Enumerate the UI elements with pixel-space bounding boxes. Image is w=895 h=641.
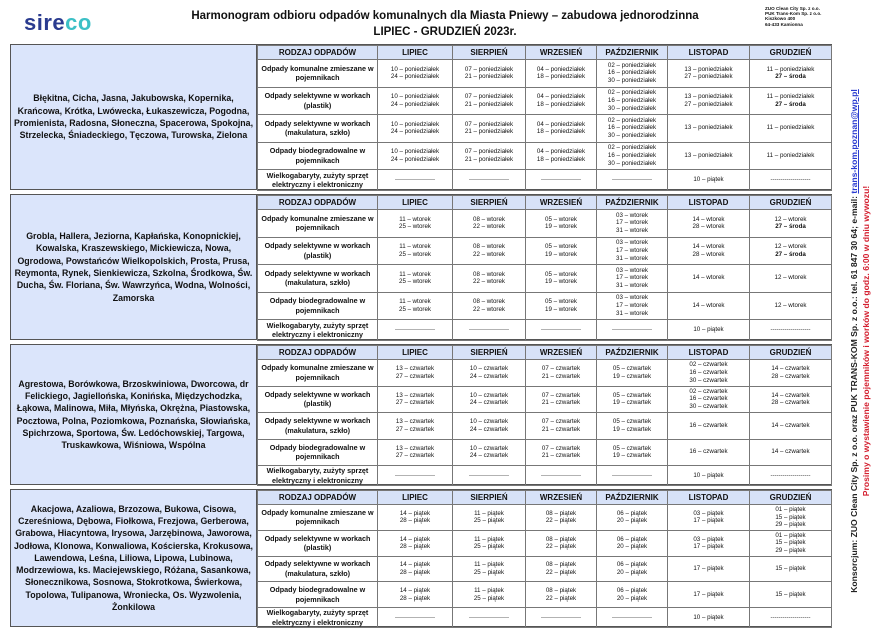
pickup-dates-cell: 08 – piątek 22 – piątek (526, 530, 597, 556)
column-header: LISTOPAD (668, 196, 750, 210)
bulky-pickup-date: 10 – piątek (668, 466, 750, 486)
pickup-dates-cell: 14 – wtorek (668, 292, 750, 320)
column-header: PAŹDZIERNIK (597, 346, 668, 360)
table-row (258, 556, 832, 582)
column-header: GRUDZIEŃ (750, 491, 832, 505)
sireco-logo (24, 10, 92, 36)
table-header-row (258, 196, 832, 210)
logo-text-part2: co (65, 10, 92, 35)
pickup-dates-cell: 11 – poniedziałek 27 – środa (750, 60, 832, 88)
pickup-dates-cell: 07 – poniedziałek 21 – poniedziałek (453, 142, 526, 170)
no-pickup-placeholder: -------------------- (526, 320, 597, 341)
waste-type-label: Odpady selektywne w workach (makulatura, szkło) (258, 115, 378, 143)
column-header: RODZAJ ODPADÓW (258, 491, 378, 505)
no-pickup-placeholder: -------------------- (378, 170, 453, 191)
pickup-dates-cell: 14 – czwartek 28 – czwartek (750, 360, 832, 387)
pickup-dates-cell: 15 – piątek (750, 556, 832, 582)
column-header: LISTOPAD (668, 346, 750, 360)
pickup-dates-cell: 11 – wtorek 25 – wtorek (378, 237, 453, 265)
title-line1: Harmonogram odbioru odpadów komunalnych dla Miasta Pniewy – zabudowa jednorodzinna (191, 10, 699, 22)
pickup-dates-cell: 03 – wtorek 17 – wtorek 31 – wtorek (597, 210, 668, 238)
pickup-dates-cell: 02 – czwartek 16 – czwartek 30 – czwartek (668, 386, 750, 413)
pickup-dates-cell: 12 – wtorek 27 – środa (750, 210, 832, 238)
table-row (258, 60, 832, 88)
no-pickup-placeholder: -------------------- (378, 466, 453, 486)
table-header-row (258, 46, 832, 60)
column-header: SIERPIEŃ (453, 346, 526, 360)
table-row (258, 237, 832, 265)
pickup-dates-cell: 11 – piątek 25 – piątek (453, 556, 526, 582)
pickup-dates-cell: 17 – piątek (668, 582, 750, 608)
table-header-row (258, 346, 832, 360)
pickup-dates-cell: 14 – czwartek 28 – czwartek (750, 386, 832, 413)
waste-type-label: Odpady komunalne zmieszane w pojemnikach (258, 505, 378, 531)
pickup-dates-cell: 06 – piątek 20 – piątek (597, 505, 668, 531)
pickup-dates-cell: 05 – czwartek 19 – czwartek (597, 360, 668, 387)
schedule-table (257, 45, 832, 191)
pickup-dates-cell: 14 – wtorek 28 – wtorek (668, 210, 750, 238)
pickup-dates-cell: 08 – piątek 22 – piątek (526, 556, 597, 582)
no-pickup-placeholder: -------------------- (750, 608, 832, 628)
column-header: SIERPIEŃ (453, 196, 526, 210)
column-header: LIPIEC (378, 491, 453, 505)
table-row (258, 210, 832, 238)
pickup-dates-cell: 05 – wtorek 19 – wtorek (526, 237, 597, 265)
no-pickup-placeholder: -------------------- (597, 466, 668, 486)
table-row (258, 386, 832, 413)
table-row (258, 142, 832, 170)
table-row (258, 265, 832, 293)
street-list: Akacjowa, Azaliowa, Brzozowa, Bukowa, Cisowa, Czereśniowa, Dębowa, Fiołkowa, Frezjowa, Gerberowa, Grabowa, Hiacyntowa, Irysowa, Jarzębinowa, Jaworowa, Jodłowa, Klonowa, Konwaliowa, Kościerska, Krokusowa, Lawendowa, Leśna, Liliowa, Lipowa, Lubinowa, Modrzewiowa, ks. Maciejewskiego, Różana, Sasankowa, Słonecznikowa, Sosnowa, Stokrotkowa, Świerkowa, Topolowa, Tulipanowa, Wroniecka, Os. Wyzwolenia, Żonkilowa (11, 490, 257, 626)
column-header: RODZAJ ODPADÓW (258, 346, 378, 360)
column-header: PAŹDZIERNIK (597, 46, 668, 60)
pickup-dates-cell: 14 – czwartek (750, 439, 832, 466)
waste-type-label: Wielkogabaryty, zużyty sprzęt elektryczny i elektroniczny (258, 320, 378, 341)
pickup-dates-cell: 01 – piątek 15 – piątek 29 – piątek (750, 530, 832, 556)
column-header: LIPIEC (378, 196, 453, 210)
pickup-dates-cell: 06 – piątek 20 – piątek (597, 530, 668, 556)
pickup-dates-cell: 14 – piątek 28 – piątek (378, 530, 453, 556)
company-stamp (765, 6, 825, 27)
schedule-block (10, 194, 832, 340)
column-header: WRZESIEŃ (526, 46, 597, 60)
no-pickup-placeholder: -------------------- (526, 466, 597, 486)
pickup-dates-cell: 10 – czwartek 24 – czwartek (453, 439, 526, 466)
table-header-row (258, 491, 832, 505)
no-pickup-placeholder: -------------------- (597, 170, 668, 191)
no-pickup-placeholder: -------------------- (453, 608, 526, 628)
schedule-block (10, 489, 832, 627)
pickup-dates-cell: 13 – poniedziałek 27 – poniedziałek (668, 60, 750, 88)
table-row (258, 87, 832, 115)
contact-text: Konsorcjum: ZUO Clean City Sp. z o.o. oraz PUK TRANS-KOM Sp. z o.o.: tel. 61 847 30 64; e-mail: (849, 193, 859, 593)
table-row-bulky (258, 608, 832, 628)
column-header: GRUDZIEŃ (750, 346, 832, 360)
pickup-dates-cell: 16 – czwartek (668, 439, 750, 466)
pickup-dates-cell: 13 – czwartek 27 – czwartek (378, 439, 453, 466)
pickup-dates-cell: 07 – czwartek 21 – czwartek (526, 413, 597, 440)
table-row (258, 292, 832, 320)
schedule-block (10, 344, 832, 485)
pickup-dates-cell: 08 – wtorek 22 – wtorek (453, 265, 526, 293)
waste-type-label: Odpady komunalne zmieszane w pojemnikach (258, 360, 378, 387)
pickup-dates-cell: 07 – poniedziałek 21 – poniedziałek (453, 87, 526, 115)
pickup-dates-cell: 05 – czwartek 19 – czwartek (597, 439, 668, 466)
table-row-bulky (258, 170, 832, 191)
bulky-pickup-date: 10 – piątek (668, 608, 750, 628)
waste-type-label: Odpady komunalne zmieszane w pojemnikach (258, 210, 378, 238)
pickup-dates-cell: 02 – poniedziałek 16 – poniedziałek 30 – poniedziałek (597, 142, 668, 170)
pickup-dates-cell: 04 – poniedziałek 18 – poniedziałek (526, 60, 597, 88)
no-pickup-placeholder: -------------------- (453, 320, 526, 341)
pickup-dates-cell: 12 – wtorek 27 – środa (750, 237, 832, 265)
pickup-dates-cell: 13 – czwartek 27 – czwartek (378, 386, 453, 413)
pickup-dates-cell: 02 – czwartek 16 – czwartek 30 – czwartek (668, 360, 750, 387)
no-pickup-placeholder: -------------------- (526, 170, 597, 191)
stamp-line: 64-433 Kamionna (765, 21, 803, 27)
stamp-line: ZUO Clean City Sp. z o.o. (765, 6, 820, 11)
stamp-line: Kiszkowo 400 (765, 16, 796, 22)
pickup-dates-cell: 05 – wtorek 19 – wtorek (526, 210, 597, 238)
waste-type-label: Odpady biodegradowalne w pojemnikach (258, 439, 378, 466)
waste-type-label: Odpady selektywne w workach (makulatura, szkło) (258, 556, 378, 582)
waste-type-label: Wielkogabaryty, zużyty sprzęt elektryczny i elektroniczny (258, 466, 378, 486)
pickup-dates-cell: 17 – piątek (668, 556, 750, 582)
pickup-dates-cell: 10 – poniedziałek 24 – poniedziałek (378, 115, 453, 143)
pickup-dates-cell: 11 – piątek 25 – piątek (453, 582, 526, 608)
page-title (150, 8, 740, 40)
pickup-dates-cell: 13 – poniedziałek 27 – poniedziałek (668, 87, 750, 115)
column-header: WRZESIEŃ (526, 196, 597, 210)
schedule-block (10, 44, 832, 190)
waste-type-label: Odpady komunalne zmieszane w pojemnikach (258, 60, 378, 88)
title-line2: LIPIEC - GRUDZIEŃ 2023r. (373, 26, 517, 38)
pickup-dates-cell: 01 – piątek 15 – piątek 29 – piątek (750, 505, 832, 531)
pickup-dates-cell: 08 – wtorek 22 – wtorek (453, 210, 526, 238)
pickup-dates-cell: 10 – poniedziałek 24 – poniedziałek (378, 87, 453, 115)
street-list: Błękitna, Cicha, Jasna, Jakubowska, Kopernika, Krańcowa, Krótka, Lwówecka, Łukaszewicza, Pogodna, Promienista, Radosna, Słoneczna, Spacerowa, Spokojna, Strzelecka, Śniadeckiego, Tęczowa, Turowska, Zielona (11, 45, 257, 189)
pickup-dates-cell: 10 – czwartek 24 – czwartek (453, 360, 526, 387)
contact-email-link[interactable]: trans-kom.poznan@wp.pl (849, 88, 859, 194)
pickup-dates-cell: 05 – wtorek 19 – wtorek (526, 292, 597, 320)
column-header: PAŹDZIERNIK (597, 491, 668, 505)
pickup-dates-cell: 15 – piątek (750, 582, 832, 608)
pickup-dates-cell: 14 – piątek 28 – piątek (378, 582, 453, 608)
pickup-dates-cell: 14 – czwartek (750, 413, 832, 440)
pickup-dates-cell: 04 – poniedziałek 18 – poniedziałek (526, 115, 597, 143)
table-row (258, 582, 832, 608)
pickup-dates-cell: 10 – czwartek 24 – czwartek (453, 386, 526, 413)
column-header: LIPIEC (378, 346, 453, 360)
pickup-dates-cell: 13 – poniedziałek (668, 142, 750, 170)
pickup-dates-cell: 11 – wtorek 25 – wtorek (378, 292, 453, 320)
pickup-dates-cell: 13 – poniedziałek (668, 115, 750, 143)
column-header: PAŹDZIERNIK (597, 196, 668, 210)
no-pickup-placeholder: -------------------- (526, 608, 597, 628)
pickup-dates-cell: 02 – poniedziałek 16 – poniedziałek 30 – poniedziałek (597, 60, 668, 88)
table-row-bulky (258, 466, 832, 486)
table-row (258, 505, 832, 531)
pickup-dates-cell: 08 – piątek 22 – piątek (526, 505, 597, 531)
no-pickup-placeholder: -------------------- (750, 466, 832, 486)
pickup-dates-cell: 11 – poniedziałek 27 – środa (750, 87, 832, 115)
waste-type-label: Wielkogabaryty, zużyty sprzęt elektryczny i elektroniczny (258, 170, 378, 191)
pickup-dates-cell: 10 – poniedziałek 24 – poniedziałek (378, 142, 453, 170)
waste-type-label: Odpady selektywne w workach (makulatura, szkło) (258, 265, 378, 293)
pickup-dates-cell: 04 – poniedziałek 18 – poniedziałek (526, 142, 597, 170)
pickup-dates-cell: 05 – czwartek 19 – czwartek (597, 413, 668, 440)
pickup-dates-cell: 11 – poniedziałek (750, 115, 832, 143)
pickup-dates-cell: 06 – piątek 20 – piątek (597, 556, 668, 582)
column-header: GRUDZIEŃ (750, 46, 832, 60)
pickup-dates-cell: 03 – wtorek 17 – wtorek 31 – wtorek (597, 265, 668, 293)
pickup-dates-cell: 05 – wtorek 19 – wtorek (526, 265, 597, 293)
pickup-dates-cell: 03 – wtorek 17 – wtorek 31 – wtorek (597, 237, 668, 265)
waste-type-label: Odpady selektywne w workach (plastik) (258, 87, 378, 115)
pickup-notice: Prosimy o wystawienie pojemników i worków do godz. 6:00 w dniu wywozu! (861, 185, 871, 496)
column-header: WRZESIEŃ (526, 491, 597, 505)
pickup-dates-cell: 08 – wtorek 22 – wtorek (453, 237, 526, 265)
column-header: LIPIEC (378, 46, 453, 60)
table-row (258, 115, 832, 143)
pickup-dates-cell: 11 – piątek 25 – piątek (453, 505, 526, 531)
table-row (258, 360, 832, 387)
pickup-dates-cell: 10 – poniedziałek 24 – poniedziałek (378, 60, 453, 88)
waste-type-label: Odpady biodegradowalne w pojemnikach (258, 582, 378, 608)
waste-type-label: Odpady selektywne w workach (plastik) (258, 237, 378, 265)
pickup-dates-cell: 07 – czwartek 21 – czwartek (526, 386, 597, 413)
no-pickup-placeholder: -------------------- (453, 466, 526, 486)
bulky-pickup-date: 10 – piątek (668, 170, 750, 191)
pickup-dates-cell: 11 – poniedziałek (750, 142, 832, 170)
waste-type-label: Wielkogabaryty, zużyty sprzęt elektryczny i elektroniczny (258, 608, 378, 628)
column-header: LISTOPAD (668, 46, 750, 60)
table-row (258, 530, 832, 556)
schedule-table (257, 490, 832, 628)
street-list: Grobla, Hallera, Jeziorna, Kapłańska, Konopnickiej, Kowalska, Kraszewskiego, Mickiewicza, Nowa, Ogrodowa, Powstańców Wielkopolskich, Prosta, Prusa, Reymonta, Rynek, Sienkiewicza, Szkolna, Środkowa, Św. Ducha, Św. Floriana, Św. Wawrzyńca, Wodna, Wolności, Zamorska (11, 195, 257, 339)
schedule-table (257, 195, 832, 341)
pickup-dates-cell: 05 – czwartek 19 – czwartek (597, 386, 668, 413)
column-header: RODZAJ ODPADÓW (258, 196, 378, 210)
pickup-dates-cell: 11 – piątek 25 – piątek (453, 530, 526, 556)
column-header: LISTOPAD (668, 491, 750, 505)
no-pickup-placeholder: -------------------- (750, 320, 832, 341)
pickup-dates-cell: 13 – czwartek 27 – czwartek (378, 413, 453, 440)
side-contact-info (838, 48, 882, 633)
pickup-dates-cell: 06 – piątek 20 – piątek (597, 582, 668, 608)
column-header: SIERPIEŃ (453, 491, 526, 505)
no-pickup-placeholder: -------------------- (453, 170, 526, 191)
waste-type-label: Odpady selektywne w workach (plastik) (258, 386, 378, 413)
page-header (0, 0, 895, 42)
column-header: GRUDZIEŃ (750, 196, 832, 210)
pickup-dates-cell: 03 – wtorek 17 – wtorek 31 – wtorek (597, 292, 668, 320)
pickup-dates-cell: 07 – czwartek 21 – czwartek (526, 360, 597, 387)
pickup-dates-cell: 14 – wtorek (668, 265, 750, 293)
column-header: RODZAJ ODPADÓW (258, 46, 378, 60)
no-pickup-placeholder: -------------------- (378, 320, 453, 341)
column-header: SIERPIEŃ (453, 46, 526, 60)
pickup-dates-cell: 12 – wtorek (750, 265, 832, 293)
pickup-dates-cell: 10 – czwartek 24 – czwartek (453, 413, 526, 440)
no-pickup-placeholder: -------------------- (597, 608, 668, 628)
pickup-dates-cell: 12 – wtorek (750, 292, 832, 320)
pickup-dates-cell: 16 – czwartek (668, 413, 750, 440)
pickup-dates-cell: 03 – piątek 17 – piątek (668, 530, 750, 556)
pickup-dates-cell: 07 – czwartek 21 – czwartek (526, 439, 597, 466)
pickup-dates-cell: 11 – wtorek 25 – wtorek (378, 265, 453, 293)
pickup-dates-cell: 02 – poniedziałek 16 – poniedziałek 30 – poniedziałek (597, 87, 668, 115)
no-pickup-placeholder: -------------------- (750, 170, 832, 191)
logo-text-part1: sire (24, 10, 66, 35)
contact-line (848, 89, 860, 593)
stamp-line: PUK Trans-Kom Sp. z o.o. (765, 11, 822, 17)
pickup-dates-cell: 08 – piątek 22 – piątek (526, 582, 597, 608)
street-list: Agrestowa, Borówkowa, Brzoskwiniowa, Dworcowa, dr Felickiego, Jagiellońska, Konińska, Międzychodzka, Łąkowa, Malinowa, Miła, Młyńska, Okrężna, Piastowska, Pocztowa, Polna, Poziomkowa, Poznańska, Słowiańska, Spichrzowa, Sportowa, Św. Ledóchowskiej, Targowa, Truskawkowa, Wiśniowa, Wspólna (11, 345, 257, 484)
pickup-dates-cell: 07 – poniedziałek 21 – poniedziałek (453, 115, 526, 143)
column-header: WRZESIEŃ (526, 346, 597, 360)
pickup-dates-cell: 14 – piątek 28 – piątek (378, 505, 453, 531)
waste-type-label: Odpady biodegradowalne w pojemnikach (258, 292, 378, 320)
waste-type-label: Odpady selektywne w workach (makulatura, szkło) (258, 413, 378, 440)
waste-type-label: Odpady selektywne w workach (plastik) (258, 530, 378, 556)
pickup-dates-cell: 11 – wtorek 25 – wtorek (378, 210, 453, 238)
pickup-dates-cell: 14 – piątek 28 – piątek (378, 556, 453, 582)
pickup-dates-cell: 03 – piątek 17 – piątek (668, 505, 750, 531)
table-row (258, 439, 832, 466)
bulky-pickup-date: 10 – piątek (668, 320, 750, 341)
table-row (258, 413, 832, 440)
pickup-dates-cell: 08 – wtorek 22 – wtorek (453, 292, 526, 320)
pickup-dates-cell: 02 – poniedziałek 16 – poniedziałek 30 – poniedziałek (597, 115, 668, 143)
schedule-table (257, 345, 832, 486)
pickup-dates-cell: 07 – poniedziałek 21 – poniedziałek (453, 60, 526, 88)
no-pickup-placeholder: -------------------- (378, 608, 453, 628)
table-row-bulky (258, 320, 832, 341)
no-pickup-placeholder: -------------------- (597, 320, 668, 341)
pickup-dates-cell: 04 – poniedziałek 18 – poniedziałek (526, 87, 597, 115)
waste-type-label: Odpady biodegradowalne w pojemnikach (258, 142, 378, 170)
pickup-dates-cell: 13 – czwartek 27 – czwartek (378, 360, 453, 387)
pickup-dates-cell: 14 – wtorek 28 – wtorek (668, 237, 750, 265)
